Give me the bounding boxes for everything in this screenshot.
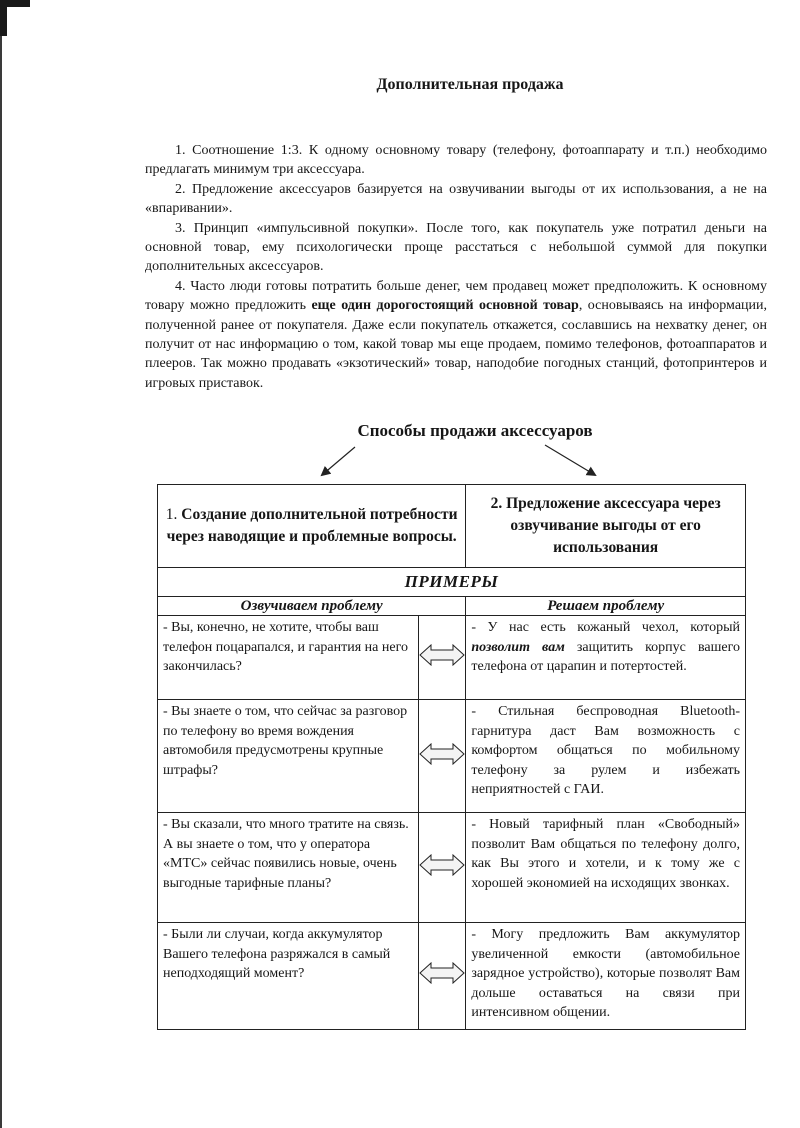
- methods-table: [157, 484, 746, 1030]
- double-arrow-icon: [419, 813, 466, 923]
- table-row: [158, 813, 746, 923]
- table-row: [158, 616, 746, 700]
- arrow-right: [545, 445, 595, 475]
- method-1-number: 1.: [165, 506, 178, 523]
- solution-cell: - Могу предложить Вам аккумулятор увеличенной емкости (автомобильное зарядное устройство), которые позволят Вам дольше оставаться на связи при интенсивном общении.: [466, 923, 746, 1030]
- intro-text: 4. Часто люди готовы потратить больше денег, чем продавец может предположить. К основному товару можно предложить: [145, 278, 767, 314]
- intro-item: 1. Соотношение 1:3. К одному основному товару (телефону, фотоаппарату и т.п.) необходимо предлагать минимум три аксессуара.: [145, 143, 767, 178]
- method-2-text: 2. Предложение аксессуара через озвучивание выгоды от его использования: [490, 495, 721, 556]
- intro-list: [145, 141, 767, 393]
- method-2-cell: [466, 485, 746, 568]
- solution-cell: - Новый тарифный план «Свободный» позволит Вам общаться по телефону долго, как Вы этого и хотели, и к тому же с хорошей экономией на исходящих звонках.: [466, 813, 746, 923]
- methods-title: Способы продажи аксессуаров: [357, 421, 593, 440]
- solution-cell: [466, 616, 746, 700]
- problem-cell: - Вы знаете о том, что сейчас за разговор по телефону во время вождения автомобиля предусмотрены крупные штрафы?: [158, 700, 419, 813]
- column-header-solution: Решаем проблему: [466, 597, 746, 616]
- method-1-cell: [158, 485, 466, 568]
- problem-cell: - Вы сказали, что много тратите на связь. А вы знаете о том, что у оператора «МТС» сейчас появились новые, очень выгодные тарифные планы?: [158, 813, 419, 923]
- problem-cell: - Были ли случаи, когда аккумулятор Вашего телефона разряжался в самый неподходящий момент?: [158, 923, 419, 1030]
- branch-arrows: [300, 437, 620, 485]
- methods-header-row: [158, 485, 746, 568]
- solution-cell: - Стильная беспроводная Bluetooth-гарнитура даст Вам возможность с комфортом общаться по мобильному телефону за рулем и избежать неприятностей с ГАИ.: [466, 700, 746, 813]
- column-header-problem: Озвучиваем проблему: [158, 597, 466, 616]
- double-arrow-icon: [419, 923, 466, 1030]
- solution-emphasis: позволит вам: [471, 639, 565, 655]
- table-row: [158, 923, 746, 1030]
- solution-text: защитить корпус вашего телефона от царапин и потертостей.: [471, 639, 740, 674]
- solution-text: - У нас есть кожаный чехол, который: [471, 620, 740, 635]
- table-row: [158, 700, 746, 813]
- examples-heading: ПРИМЕРЫ: [158, 568, 746, 597]
- double-arrow-icon: [419, 700, 466, 813]
- intro-bold-text: еще один дорогостоящий основной товар: [311, 298, 579, 314]
- arrow-left: [322, 447, 355, 475]
- page-title: Дополнительная продажа: [376, 76, 564, 93]
- intro-item: [145, 277, 767, 393]
- double-arrow-icon: [419, 616, 466, 700]
- intro-text: , основываясь на информации, полученной ранее от покупателя. Даже если покупатель откажется, сославшись на нехватку денег, он получит от нас информацию о том, какой товар мы еще продаем, помимо телефонов, фотоаппаратов и плееров. Так можно продавать «экзотический» товар, наподобие погодных станций, фотопринтеров и игровых приставок.: [145, 298, 768, 391]
- intro-item: 2. Предложение аксессуаров базируется на озвучивании выгоды от их использования, а не на «впаривании».: [145, 181, 767, 217]
- problem-cell: - Вы, конечно, не хотите, чтобы ваш телефон поцарапался, и гарантия на него закончилась?: [158, 616, 419, 700]
- method-1-text: Создание дополнительной потребности через наводящие и проблемные вопросы.: [166, 506, 458, 545]
- intro-item: 3. Принцип «импульсивной покупки». После того, как покупатель уже потратил деньги на основной товар, ему психологически проще расстаться с небольшой суммой для покупки дополнительных аксессуаров.: [145, 220, 767, 275]
